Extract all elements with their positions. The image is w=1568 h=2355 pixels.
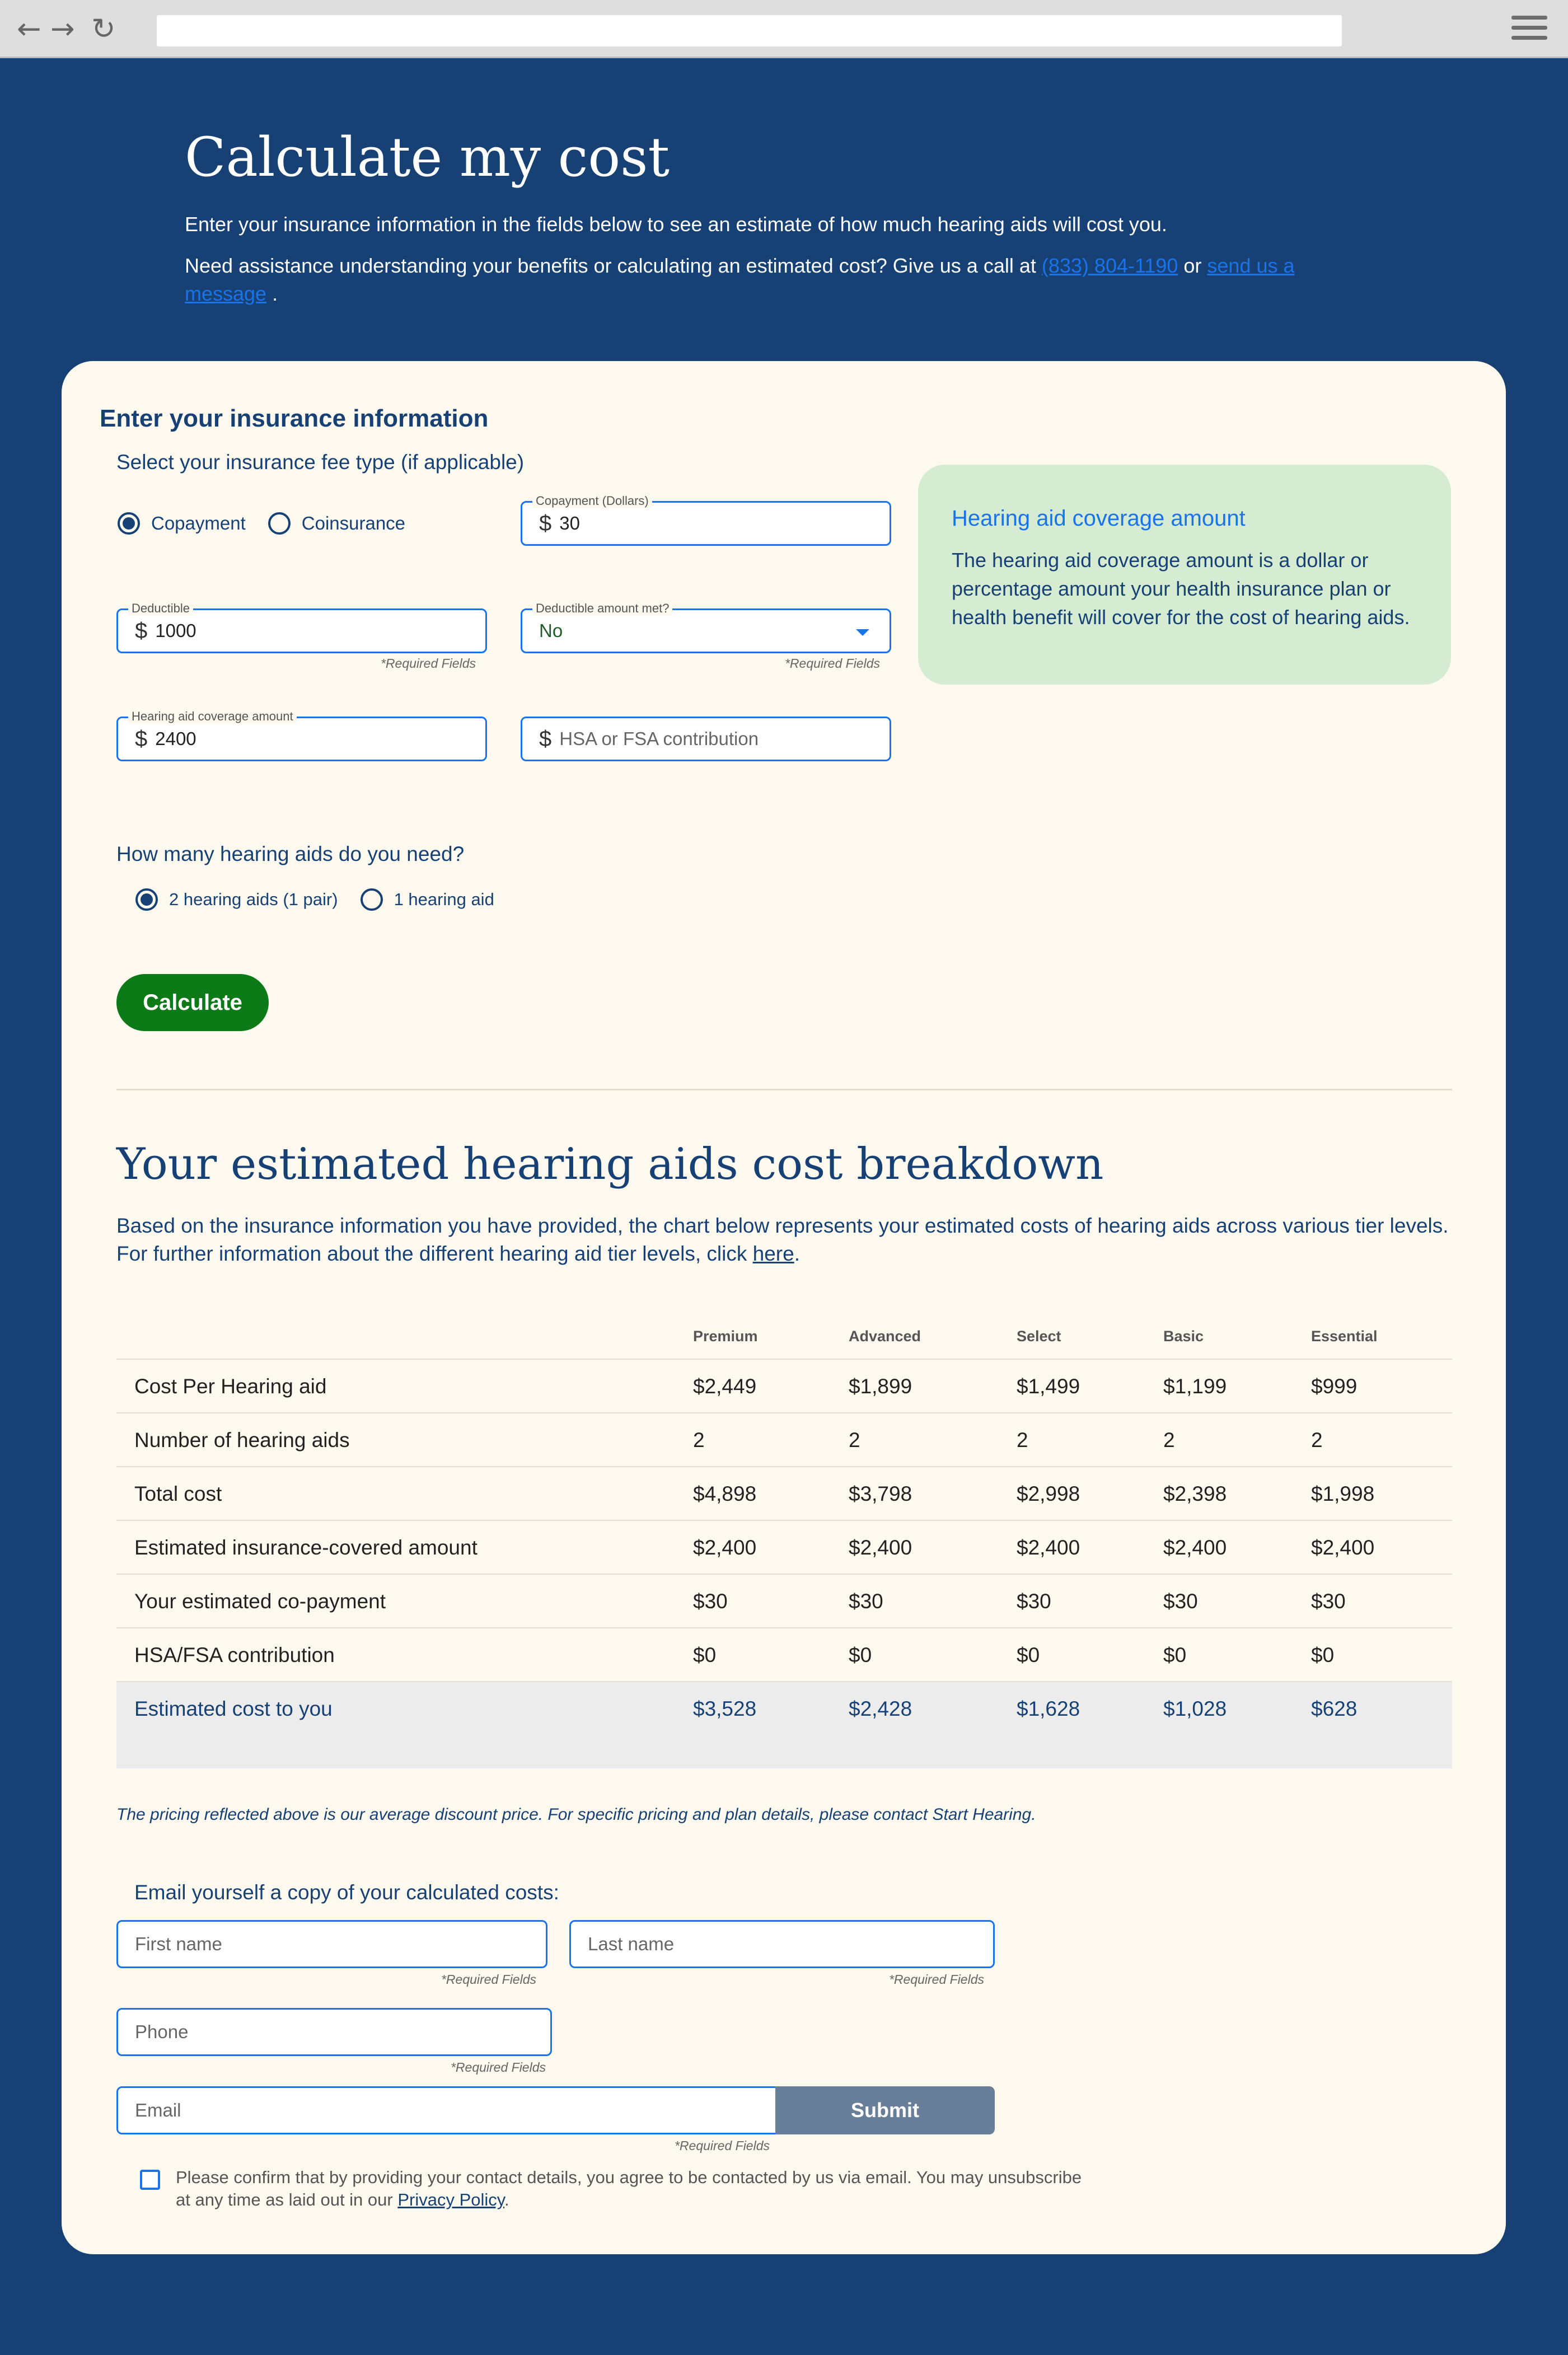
row-label: Cost Per Hearing aid [134,1375,327,1398]
consent-end: . [504,2190,509,2209]
deductible-input[interactable] [116,601,487,653]
back-arrow-icon[interactable]: ← [17,12,41,46]
dollar-icon: $ [135,618,148,643]
email-placeholder: Email [135,2100,181,2120]
copayment-value: 30 [559,513,580,533]
submit-button[interactable]: Submit [775,2086,995,2134]
table-row [116,1413,1452,1467]
deductible-value: 1000 [155,620,196,641]
table-cell: $999 [1311,1375,1358,1398]
coverage-info-box [918,465,1451,685]
page-title: Calculate my cost [185,126,670,189]
calculate-button[interactable]: Calculate [116,974,269,1031]
total-cell: $1,628 [1017,1697,1080,1720]
quantity-radio-group [135,888,517,911]
table-row [116,1521,1452,1575]
breakdown-intro [116,1212,1460,1268]
required-note: *Required Fields [674,2138,770,2153]
required-note: *Required Fields [380,656,476,671]
table-cell: $2,449 [693,1375,757,1398]
row-label: HSA/FSA contribution [134,1644,335,1666]
cost-breakdown-table [116,1313,1452,1768]
breakdown-intro-text: Based on the insurance information you have provided, the chart below represents your estimated costs of hearing aids across various tier levels. For further information about the different hearing aid tier levels, click [116,1214,1449,1265]
dollar-icon: $ [539,726,552,751]
table-cell: $0 [693,1644,717,1666]
breakdown-intro-end: . [794,1242,800,1265]
radio-one-aid-label: 1 hearing aid [394,889,494,909]
table-row [116,1467,1452,1521]
table-cell: 2 [1017,1429,1028,1452]
table-cell: $4,898 [693,1482,757,1505]
radio-coinsurance[interactable] [268,512,405,535]
total-cell: $1,028 [1163,1697,1227,1720]
required-note: *Required Fields [450,2060,546,2075]
radio-selected-icon[interactable] [135,888,158,911]
tier-levels-link[interactable]: here [752,1242,794,1265]
table-cell: $2,998 [1017,1482,1080,1505]
table-cell: $1,499 [1017,1375,1080,1398]
table-cell: $0 [849,1644,872,1666]
coverage-amount-input[interactable] [116,709,487,761]
total-cell: $628 [1311,1697,1358,1720]
dollar-icon: $ [135,726,148,751]
deductible-met-label: Deductible amount met? [532,601,672,616]
info-box-title: Hearing aid coverage amount [952,506,1246,531]
table-cell: $1,199 [1163,1375,1227,1398]
hsa-fsa-input[interactable] [521,717,891,761]
table-row [116,1628,1452,1682]
first-name-field[interactable] [116,1920,547,1968]
table-cell: 2 [693,1429,705,1452]
column-header: Essential [1311,1328,1378,1345]
table-cell: $2,400 [1311,1536,1375,1559]
table-row [116,1575,1452,1628]
total-cell: $2,428 [849,1697,912,1720]
copayment-input[interactable] [521,494,891,546]
row-label: Total cost [134,1482,222,1505]
hamburger-menu-icon[interactable] [1511,16,1547,41]
radio-unselected-icon[interactable] [268,512,291,535]
phone-link[interactable]: (833) 804-1190 [1041,254,1178,277]
row-label: Number of hearing aids [134,1429,350,1452]
fee-type-label: Select your insurance fee type (if applicable) [116,451,525,474]
column-header: Basic [1163,1328,1204,1345]
total-row [116,1682,1452,1768]
column-header: Premium [693,1328,758,1345]
table-cell: $30 [1163,1590,1198,1613]
hsa-placeholder: HSA or FSA contribution [559,728,759,749]
quantity-label: How many hearing aids do you need? [116,842,465,865]
copayment-input-label: Copayment (Dollars) [532,494,652,508]
table-cell: 2 [849,1429,860,1452]
dollar-icon: $ [539,511,552,536]
table-cell: $0 [1163,1644,1187,1666]
table-cell: 2 [1163,1429,1175,1452]
column-header: Advanced [849,1328,921,1345]
send-message-link[interactable]: send us a message [185,254,1295,305]
radio-selected-icon[interactable] [118,512,140,535]
forward-arrow-icon[interactable]: → [50,12,75,46]
consent-checkbox[interactable] [140,2170,160,2190]
insurance-heading: Enter your insurance information [100,405,489,432]
browser-toolbar [0,0,1568,58]
table-cell: $30 [849,1590,883,1613]
table-row [116,1360,1452,1413]
table-cell: $0 [1311,1644,1335,1666]
table-cell: $2,400 [1017,1536,1080,1559]
email-form-heading: Email yourself a copy of your calculated costs: [134,1881,559,1904]
required-note: *Required Fields [784,656,880,671]
total-row-label: Estimated cost to you [134,1697,333,1720]
table-cell: $2,400 [693,1536,757,1559]
coverage-value: 2400 [155,728,196,749]
table-cell: $30 [1017,1590,1051,1613]
total-cell: $3,528 [693,1697,757,1720]
consent-text: Please confirm that by providing your contact details, you agree to be contacted by us via email. You may unsubscribe at any time as laid out in our [176,2167,1082,2209]
fee-type-radio-group [118,512,428,535]
last-name-placeholder: Last name [588,1933,675,1954]
radio-two-aids[interactable] [135,888,338,911]
row-label: Estimated insurance-covered amount [134,1536,478,1559]
table-cell: 2 [1311,1429,1323,1452]
required-note: *Required Fields [888,1972,984,1987]
first-name-placeholder: First name [135,1933,222,1954]
assistance-mid: or [1178,254,1207,277]
info-box-text: The hearing aid coverage amount is a dollar or percentage amount your health insurance plan or health benefit will cover for the cost of hearing aids. [952,549,1410,629]
deductible-met-value: No [539,620,563,641]
coverage-input-label: Hearing aid coverage amount [128,709,297,724]
radio-copayment[interactable] [118,512,246,535]
deductible-met-select[interactable] [521,601,891,653]
last-name-field[interactable] [569,1920,995,1968]
radio-one-aid[interactable] [361,888,494,911]
chevron-down-icon [856,629,869,636]
phone-field[interactable] [116,2008,552,2056]
address-bar[interactable] [157,15,1342,46]
privacy-policy-link[interactable]: Privacy Policy [397,2190,504,2209]
phone-placeholder: Phone [135,2021,189,2042]
consent-block [140,2166,1092,2211]
pricing-note: The pricing reflected above is our average discount price. For specific pricing and plan details, please contact Start Hearing. [116,1805,1036,1824]
email-field[interactable] [116,2086,777,2134]
table-cell: $3,798 [849,1482,912,1505]
table-cell: $1,899 [849,1375,912,1398]
radio-copayment-label: Copayment [151,513,246,533]
table-cell: $30 [693,1590,728,1613]
reload-icon[interactable]: ↻ [91,12,116,46]
table-cell: $2,398 [1163,1482,1227,1505]
deductible-input-label: Deductible [128,601,193,616]
row-label: Your estimated co-payment [134,1590,386,1613]
assistance-text [185,252,1349,308]
breakdown-title: Your estimated hearing aids cost breakdown [116,1139,1104,1190]
section-divider [116,1089,1452,1090]
assistance-suffix: . [266,282,278,305]
table-cell: $30 [1311,1590,1346,1613]
required-note: *Required Fields [441,1972,536,1987]
assistance-prefix: Need assistance understanding your benefits or calculating an estimated cost? Give us a call at [185,254,1042,277]
table-header-row [116,1313,1452,1360]
calculator-card [62,361,1506,2254]
radio-two-aids-label: 2 hearing aids (1 pair) [169,889,338,909]
table-cell: $1,998 [1311,1482,1375,1505]
column-header: Select [1017,1328,1061,1345]
table-cell: $2,400 [1163,1536,1227,1559]
table-cell: $0 [1017,1644,1040,1666]
radio-unselected-icon[interactable] [361,888,383,911]
radio-coinsurance-label: Coinsurance [301,513,406,533]
table-cell: $2,400 [849,1536,912,1559]
intro-text: Enter your insurance information in the fields below to see an estimate of how much hearing aids will cost you. [185,213,1167,236]
